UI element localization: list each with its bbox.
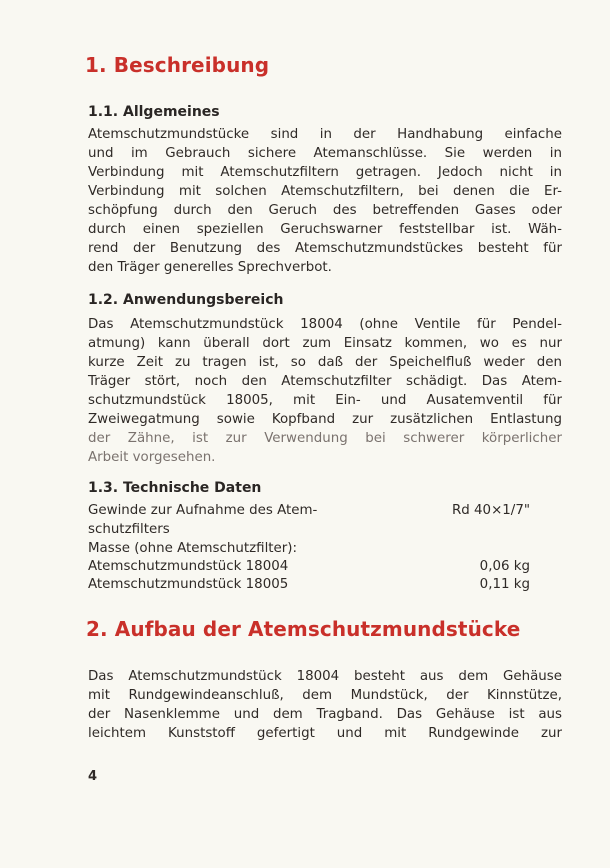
text-line: rend der Benutzung des Atemschutzmundstückes besteht für (88, 241, 562, 256)
text-line: der Zähne, ist zur Verwendung bei schwerer körperlicher (88, 431, 562, 446)
tech-data-value: 0,06 kg (479, 559, 530, 574)
text-line: leichtem Kunststoff gefertigt und mit Rundgewinde zur (88, 726, 562, 741)
text-line: Das Atemschutzmundstück 18004 (ohne Ventile für Pendel- (88, 317, 562, 332)
section-title-allgemeines: 1.1. Allgemeines (88, 104, 220, 120)
text-line: den Träger generelles Sprechverbot. (88, 260, 332, 275)
tech-data-label: Gewinde zur Aufnahme des Atem- (88, 503, 318, 518)
text-line: kurze Zeit zu tragen ist, so daß der Speichelfluß weder den (88, 355, 562, 370)
tech-data-value: 0,11 kg (479, 577, 530, 592)
text-line: Arbeit vorgesehen. (88, 450, 216, 465)
paragraph-aufbau (88, 667, 562, 743)
heading-aufbau: 2. Aufbau der Atemschutzmundstücke (86, 617, 521, 641)
paragraph-anwendungsbereich (88, 315, 562, 467)
tech-data-label: Atemschutzmundstück 18005 (88, 577, 289, 592)
tech-data-value: Rd 40×1/7" (451, 503, 530, 518)
text-line: Zweiwegatmung sowie Kopfband zur zusätzlichen Entlastung (88, 412, 562, 427)
text-line: atmung) kann überall dort zum Einsatz kommen, wo es nur (88, 336, 562, 351)
tech-data-label: Masse (ohne Atemschutzfilter): (88, 541, 298, 556)
section-title-anwendungsbereich: 1.2. Anwendungsbereich (88, 292, 284, 308)
tech-data-label: schutzfilters (88, 522, 170, 537)
text-line: Atemschutzmundstücke sind in der Handhabung einfache (88, 127, 562, 142)
text-line: Verbindung mit Atemschutzfiltern getragen. Jedoch nicht in (88, 165, 562, 180)
heading-beschreibung: 1. Beschreibung (85, 53, 270, 77)
paragraph-allgemeines (88, 125, 562, 277)
section-title-technische-daten: 1.3. Technische Daten (88, 480, 262, 496)
text-line: Das Atemschutzmundstück 18004 besteht aus dem Gehäuse (88, 669, 562, 684)
text-line: schutzmundstück 18005, mit Ein- und Ausatemventil für (88, 393, 562, 408)
page-number: 4 (88, 769, 98, 784)
text-line: Verbindung mit solchen Atemschutzfiltern, bei denen die Er- (88, 184, 562, 199)
text-line: Träger stört, noch den Atemschutzfilter schädigt. Das Atem- (88, 374, 562, 389)
tech-data-label: Atemschutzmundstück 18004 (88, 559, 289, 574)
text-line: mit Rundgewindeanschluß, dem Mundstück, der Kinnstütze, (88, 688, 562, 703)
text-line: schöpfung durch den Geruch des betreffenden Gases oder (88, 203, 562, 218)
text-line: der Nasenklemme und dem Tragband. Das Gehäuse ist aus (88, 707, 562, 722)
text-line: und im Gebrauch sichere Atemanschlüsse. Sie werden in (88, 146, 562, 161)
text-line: durch einen speziellen Geruchswarner feststellbar ist. Wäh- (88, 222, 562, 237)
